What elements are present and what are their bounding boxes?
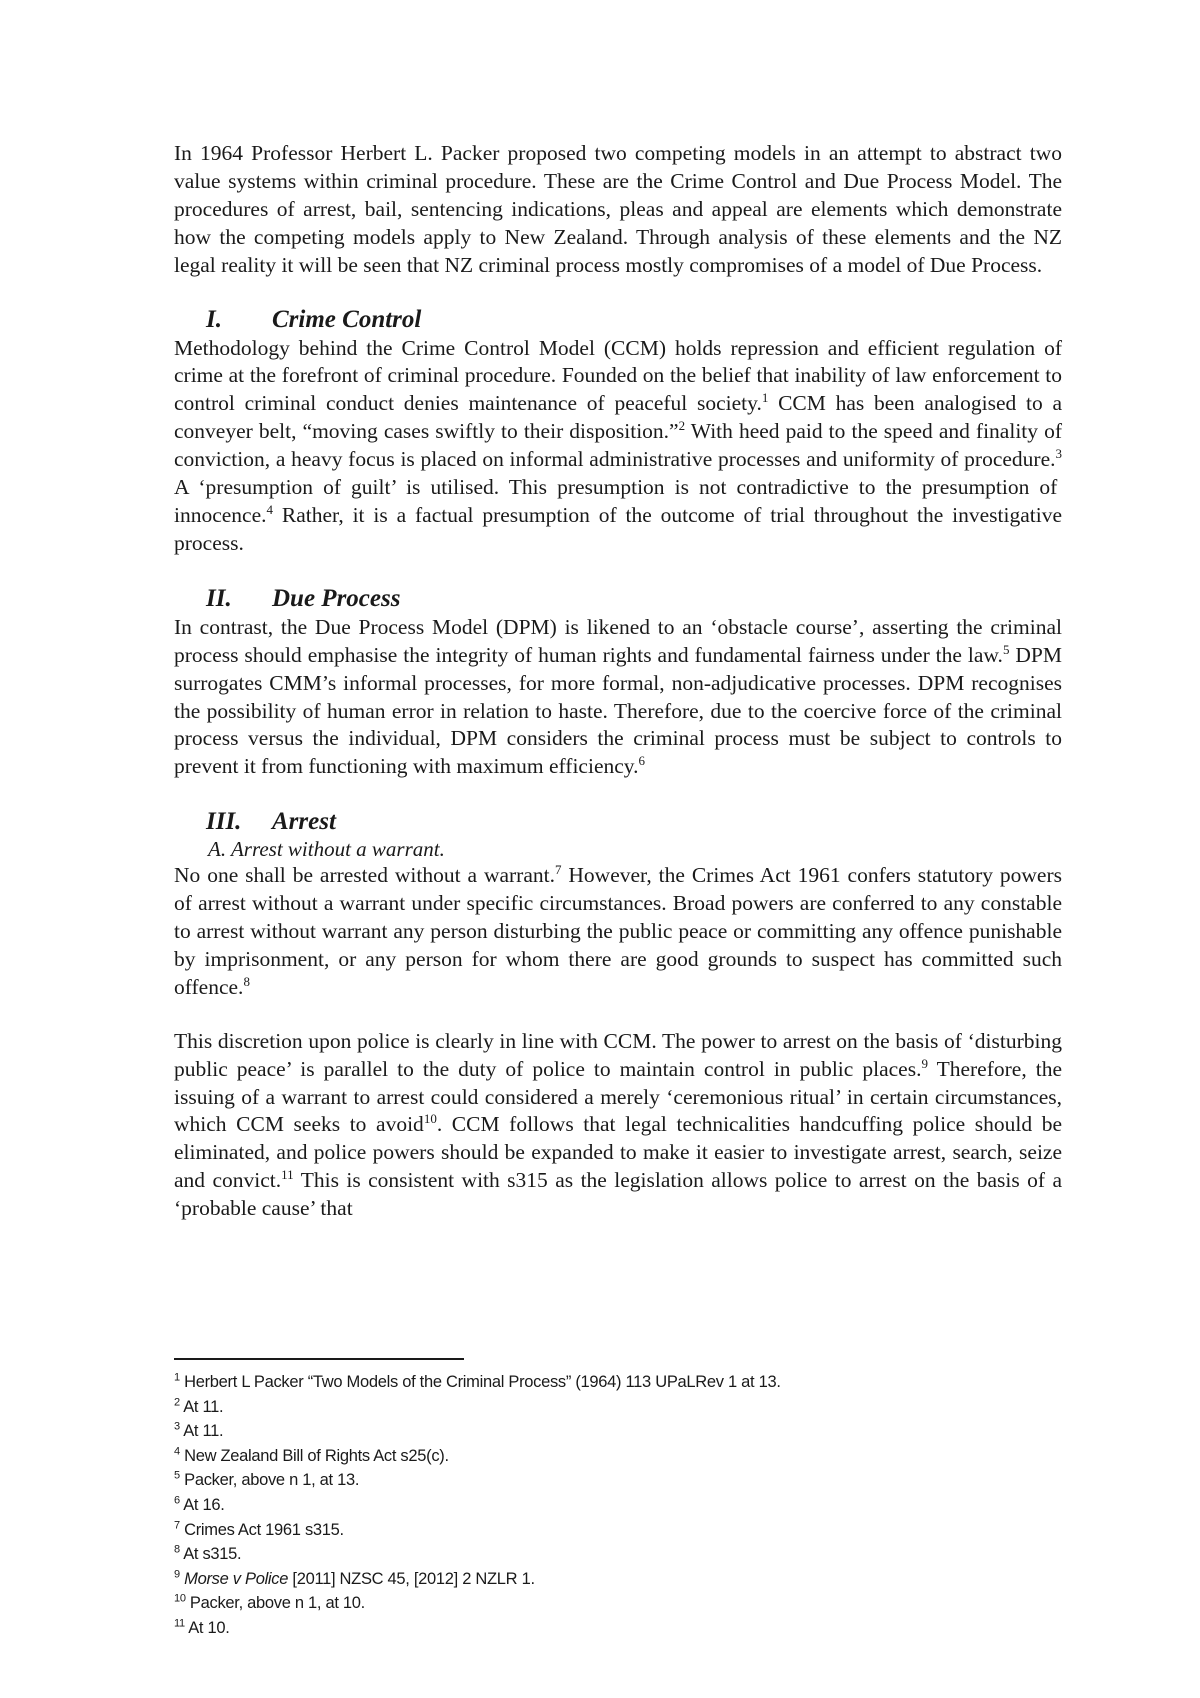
footnote: $^3$ At 11. [174, 1420, 224, 1441]
section-title: Crime Control [272, 305, 422, 333]
section-heading-crime-control [174, 305, 1062, 335]
subheading-arrest-without-warrant: A. Arrest without a warrant. [208, 837, 445, 862]
section-number: II. [206, 584, 232, 612]
section-heading-arrest [174, 807, 1062, 837]
footnote-ref[interactable]: 2 [678, 418, 686, 434]
footnote-ref[interactable]: 1 [761, 390, 769, 406]
footnote: $^2$ At 11. [174, 1396, 224, 1416]
section-heading-due-process [174, 584, 1062, 614]
footnote-ref[interactable]: 5 [1002, 641, 1010, 657]
footnote: $^{10}$ Packer, above n 1, at 10. [174, 1592, 365, 1613]
due-process-paragraph: In contrast, the Due Process Model (DPM) is likened to an ‘obstacle course’, asserting the criminal process should emphasise the integrity of human rights and fundamental fairness under the law.$^5$ DPM surrogates CMM’s informal processes, for more formal, non-adjudicative processes. DPM recognises the possibility of human error in relation to haste. Therefore, due to the coercive force of the criminal process versus the individual, DPM considers the criminal process must be subject to controls to prevent it from functioning with maximum efficiency.$^6$ [174, 614, 1062, 779]
footnote-ref[interactable]: 9 [921, 1055, 928, 1071]
case-name: Morse v Police [184, 1569, 289, 1588]
footnote: $^7$ Crimes Act 1961 s315. [174, 1519, 344, 1539]
footnote: $^6$ At 16. [174, 1494, 225, 1514]
footnote: $^1$ Herbert L Packer “Two Models of the Criminal Process” (1964) 113 UPaLRev 1 at 13. [174, 1371, 781, 1391]
crime-control-paragraph: Methodology behind the Crime Control Model (CCM) holds repression and efficient regulation of crime at the forefront of criminal procedure. Founded on the belief that inability of law enforcement to control criminal conduct denies maintenance of peaceful society.$^1$ CCM has been analogised to a conveyer belt, “moving cases swiftly to their disposition.”$^2$ With heed paid to the speed and finality of conviction, a heavy focus is placed on informal administrative processes and uniformity of procedure.$^3$ A ‘presumption of guilt’ is utilised. This presumption is not contradictive to the presumption of innocence.$^4$ Rather, it is a factual presumption of the outcome of trial throughout the investigative process. [174, 335, 1062, 555]
footnote-ref[interactable]: 8 [243, 973, 250, 989]
footnotes [174, 1370, 1054, 1641]
footnote-ref[interactable]: 6 [638, 753, 646, 769]
discretion-paragraph: This discretion upon police is clearly in line with CCM. The power to arrest on the basis of ‘disturbing public peace’ is parallel to the duty of police to maintain control in public places.$^9$ Therefore, the issuing of a warrant to arrest could considered a merely ‘ceremonious ritual’ in certain circumstances, which CCM seeks to avoid$^{10}$. CCM follows that legal technicalities handcuffing police should be eliminated, and police powers should be expanded to make it easier to investigate arrest, search, seize and convict.$^{11}$ This is consistent with s315 as the legislation allows police to arrest on the basis of a ‘probable cause’ that [174, 1028, 1063, 1221]
footnote-ref[interactable]: 7 [554, 862, 562, 878]
section-number: I. [206, 305, 222, 333]
footnote-ref[interactable]: 10 [423, 1111, 437, 1127]
footnote-ref[interactable]: 4 [266, 501, 274, 517]
footnote: $^8$ At s315. [174, 1543, 242, 1564]
footnote-ref[interactable]: 11 [281, 1167, 294, 1183]
footnote-divider [174, 1358, 464, 1360]
section-title: Arrest [272, 808, 336, 836]
footnote: $^{11}$ At 10. [174, 1617, 230, 1637]
arrest-paragraph: No one shall be arrested without a warrant.$^7$ However, the Crimes Act 1961 confers statutory powers of arrest without a warrant under specific circumstances. Broad powers are conferred to any constable to arrest without warrant any person disturbing the public peace or committing any offence punishable by imprisonment, or any person for whom there are good grounds to suspect has committed such offence.$^8$ [174, 862, 1062, 999]
footnote: $^5$ Packer, above n 1, at 13. [174, 1469, 360, 1490]
section-number: III. [206, 808, 242, 836]
footnote: $^9$ Morse v Police [2011] NZSC 45, [2012] 2 NZLR 1. [174, 1568, 535, 1588]
footnote: $^4$ New Zealand Bill of Rights Act s25(c). [174, 1445, 449, 1465]
document-body [174, 140, 1062, 1223]
footnote-ref[interactable]: 3 [1055, 446, 1062, 461]
intro-paragraph: In 1964 Professor Herbert L. Packer proposed two competing models in an attempt to abstract two value systems within criminal procedure. These are the Crime Control and Due Process Model. The procedures of arrest, bail, sentencing indications, pleas and appeal are elements which demonstrate how the competing models apply to New Zealand. Through analysis of these elements and the NZ legal reality it will be seen that NZ criminal process mostly compromises of a model of Due Process. [174, 141, 1062, 277]
section-title: Due Process [272, 584, 401, 612]
